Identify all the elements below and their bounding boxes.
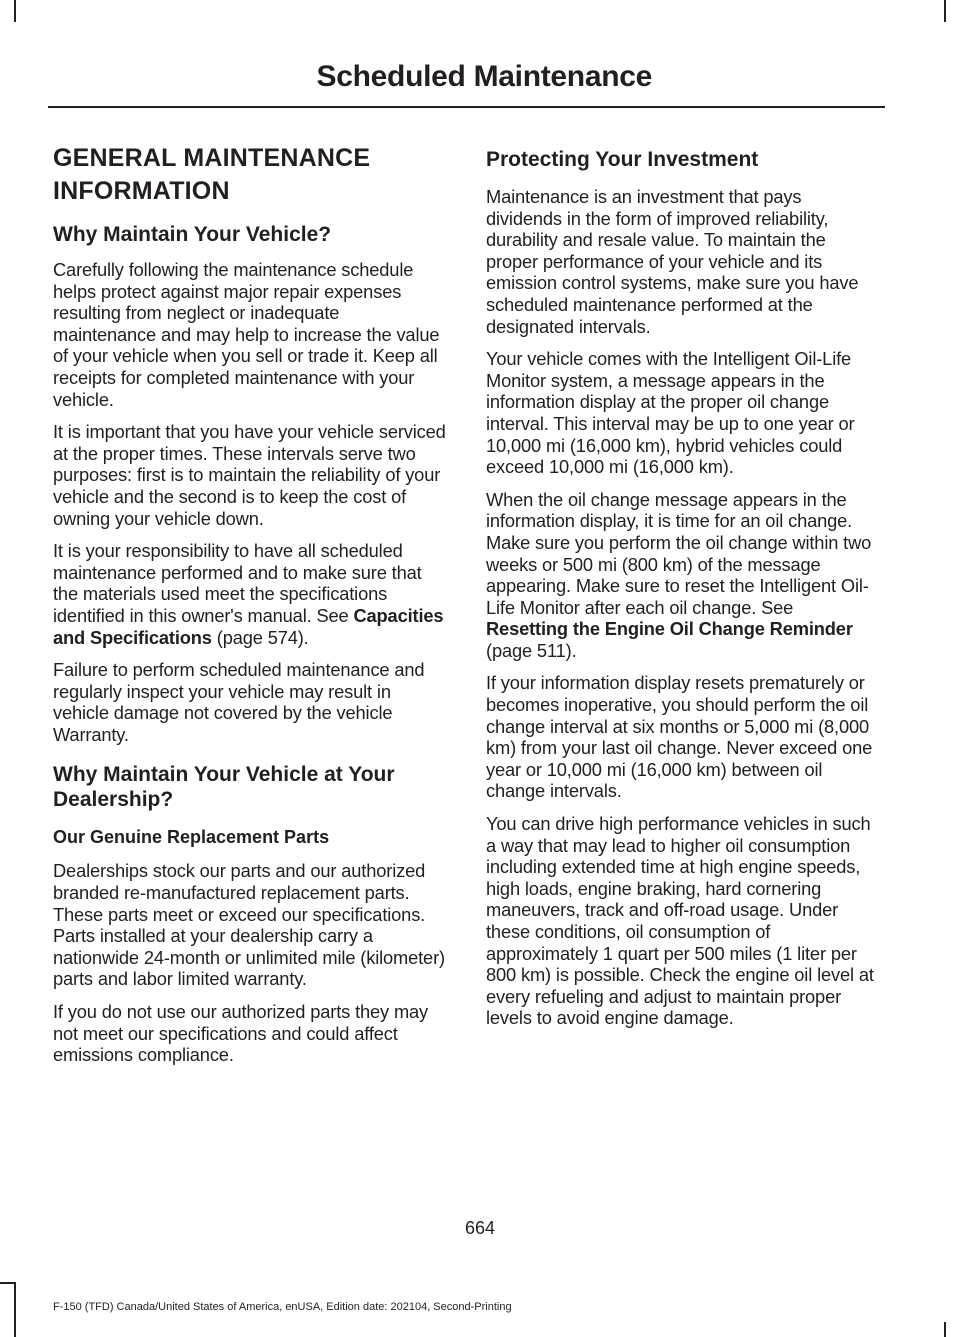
why-maintain-heading: Why Maintain Your Vehicle? — [53, 223, 332, 246]
crop-mark — [944, 0, 946, 22]
capacities-link[interactable]: Capacities and Specifications — [53, 604, 444, 648]
paragraph — [53, 540, 447, 648]
dealership-heading: Why Maintain Your Vehicle at Your Dealership? — [53, 763, 395, 812]
crop-mark — [944, 1322, 946, 1337]
page-reference: (page 511). — [486, 639, 577, 661]
paragraph: Dealerships stock our parts and our authorized branded re-manufactured replacement parts. These parts meet or exceed our specifications. Parts installed at your dealership carry a nationwide 24-month or unlimited mile (kilometer) parts and labor limited warranty. — [53, 860, 445, 990]
left-column — [53, 142, 447, 1077]
paragraph: Carefully following the maintenance schedule helps protect against major repair expenses resulting from neglect or inadequate maintenance and may help to increase the value of your vehicle when you sell or trade it. Keep all receipts for completed maintenance with your vehicle. — [53, 259, 440, 410]
paragraph: Failure to perform scheduled maintenance and regularly inspect your vehicle may result in vehicle damage not covered by the vehicle Warranty. — [53, 659, 425, 745]
paragraph: Your vehicle comes with the Intelligent Oil-Life Monitor system, a message appears in the information display at the proper oil change interval. This interval may be up to one year or 10,000 mi (16,000 km), hybrid vehicles could exceed 10,000 mi (16,000 km). — [486, 348, 855, 478]
resetting-reminder-link[interactable]: Resetting the Engine Oil Change Reminder — [486, 618, 853, 640]
page-title: Scheduled Maintenance — [316, 60, 652, 93]
parts-heading: Our Genuine Replacement Parts — [53, 827, 330, 848]
paragraph: Maintenance is an investment that pays dividends in the form of improved reliability, durability and resale value. To maintain the proper performance of your vehicle and its emission control systems, make sure you have scheduled maintenance performed at the designated intervals. — [486, 186, 859, 337]
page-reference: (page 574). — [211, 626, 309, 648]
section-title — [53, 142, 447, 208]
paragraph-text: When the oil change message appears in the information display, it is time for an oil change. Make sure you perform the oil change within two weeks or 500 mi (800 km) of the message appearing. Make sure to reset the Intelligent Oil-Life Monitor after each oil change. See — [486, 488, 872, 618]
section-title-line-2: INFORMATION — [53, 177, 230, 205]
paragraph: If you do not use our authorized parts they may not meet our specifications and could affect emissions compliance. — [53, 1001, 429, 1066]
section-title-line-1: GENERAL MAINTENANCE — [53, 144, 371, 172]
right-column — [486, 142, 880, 1040]
paragraph: If your information display resets prematurely or becomes inoperative, you should perform the oil change interval at six months or 5,000 mi (8,000 km) from your last oil change. Never exceed one year or 10,000 mi (16,000 km) between oil change intervals. — [486, 672, 873, 802]
crop-mark — [14, 1282, 16, 1337]
crop-mark — [14, 0, 16, 22]
header-divider — [48, 106, 885, 108]
edition-footer: F-150 (TFD) Canada/United States of America, enUSA, Edition date: 202104, Second-Printing — [53, 1301, 512, 1313]
paragraph-text: It is your responsibility to have all scheduled maintenance performed and to make sure that the materials used meet the specifications identified in this owner's manual. See — [53, 540, 422, 626]
paragraph: It is important that you have your vehicle serviced at the proper times. These intervals serve two purposes: first is to maintain the reliability of your vehicle and the second is to keep the cost of owning your vehicle down. — [53, 421, 446, 529]
protecting-investment-heading: Protecting Your Investment — [486, 148, 759, 171]
paragraph: You can drive high performance vehicles in such a way that may lead to higher oil consumption including extended time at high engine speeds, high loads, engine braking, hard cornering maneuvers, track and off-road usage. Under these conditions, oil consumption of approximately 1 quart per 500 miles (1 liter per 800 km) is possible. Check the engine oil level at every refueling and adjust to maintain proper levels to avoid engine damage. — [486, 813, 874, 1029]
page-number: 664 — [464, 1218, 496, 1238]
paragraph — [486, 489, 880, 662]
